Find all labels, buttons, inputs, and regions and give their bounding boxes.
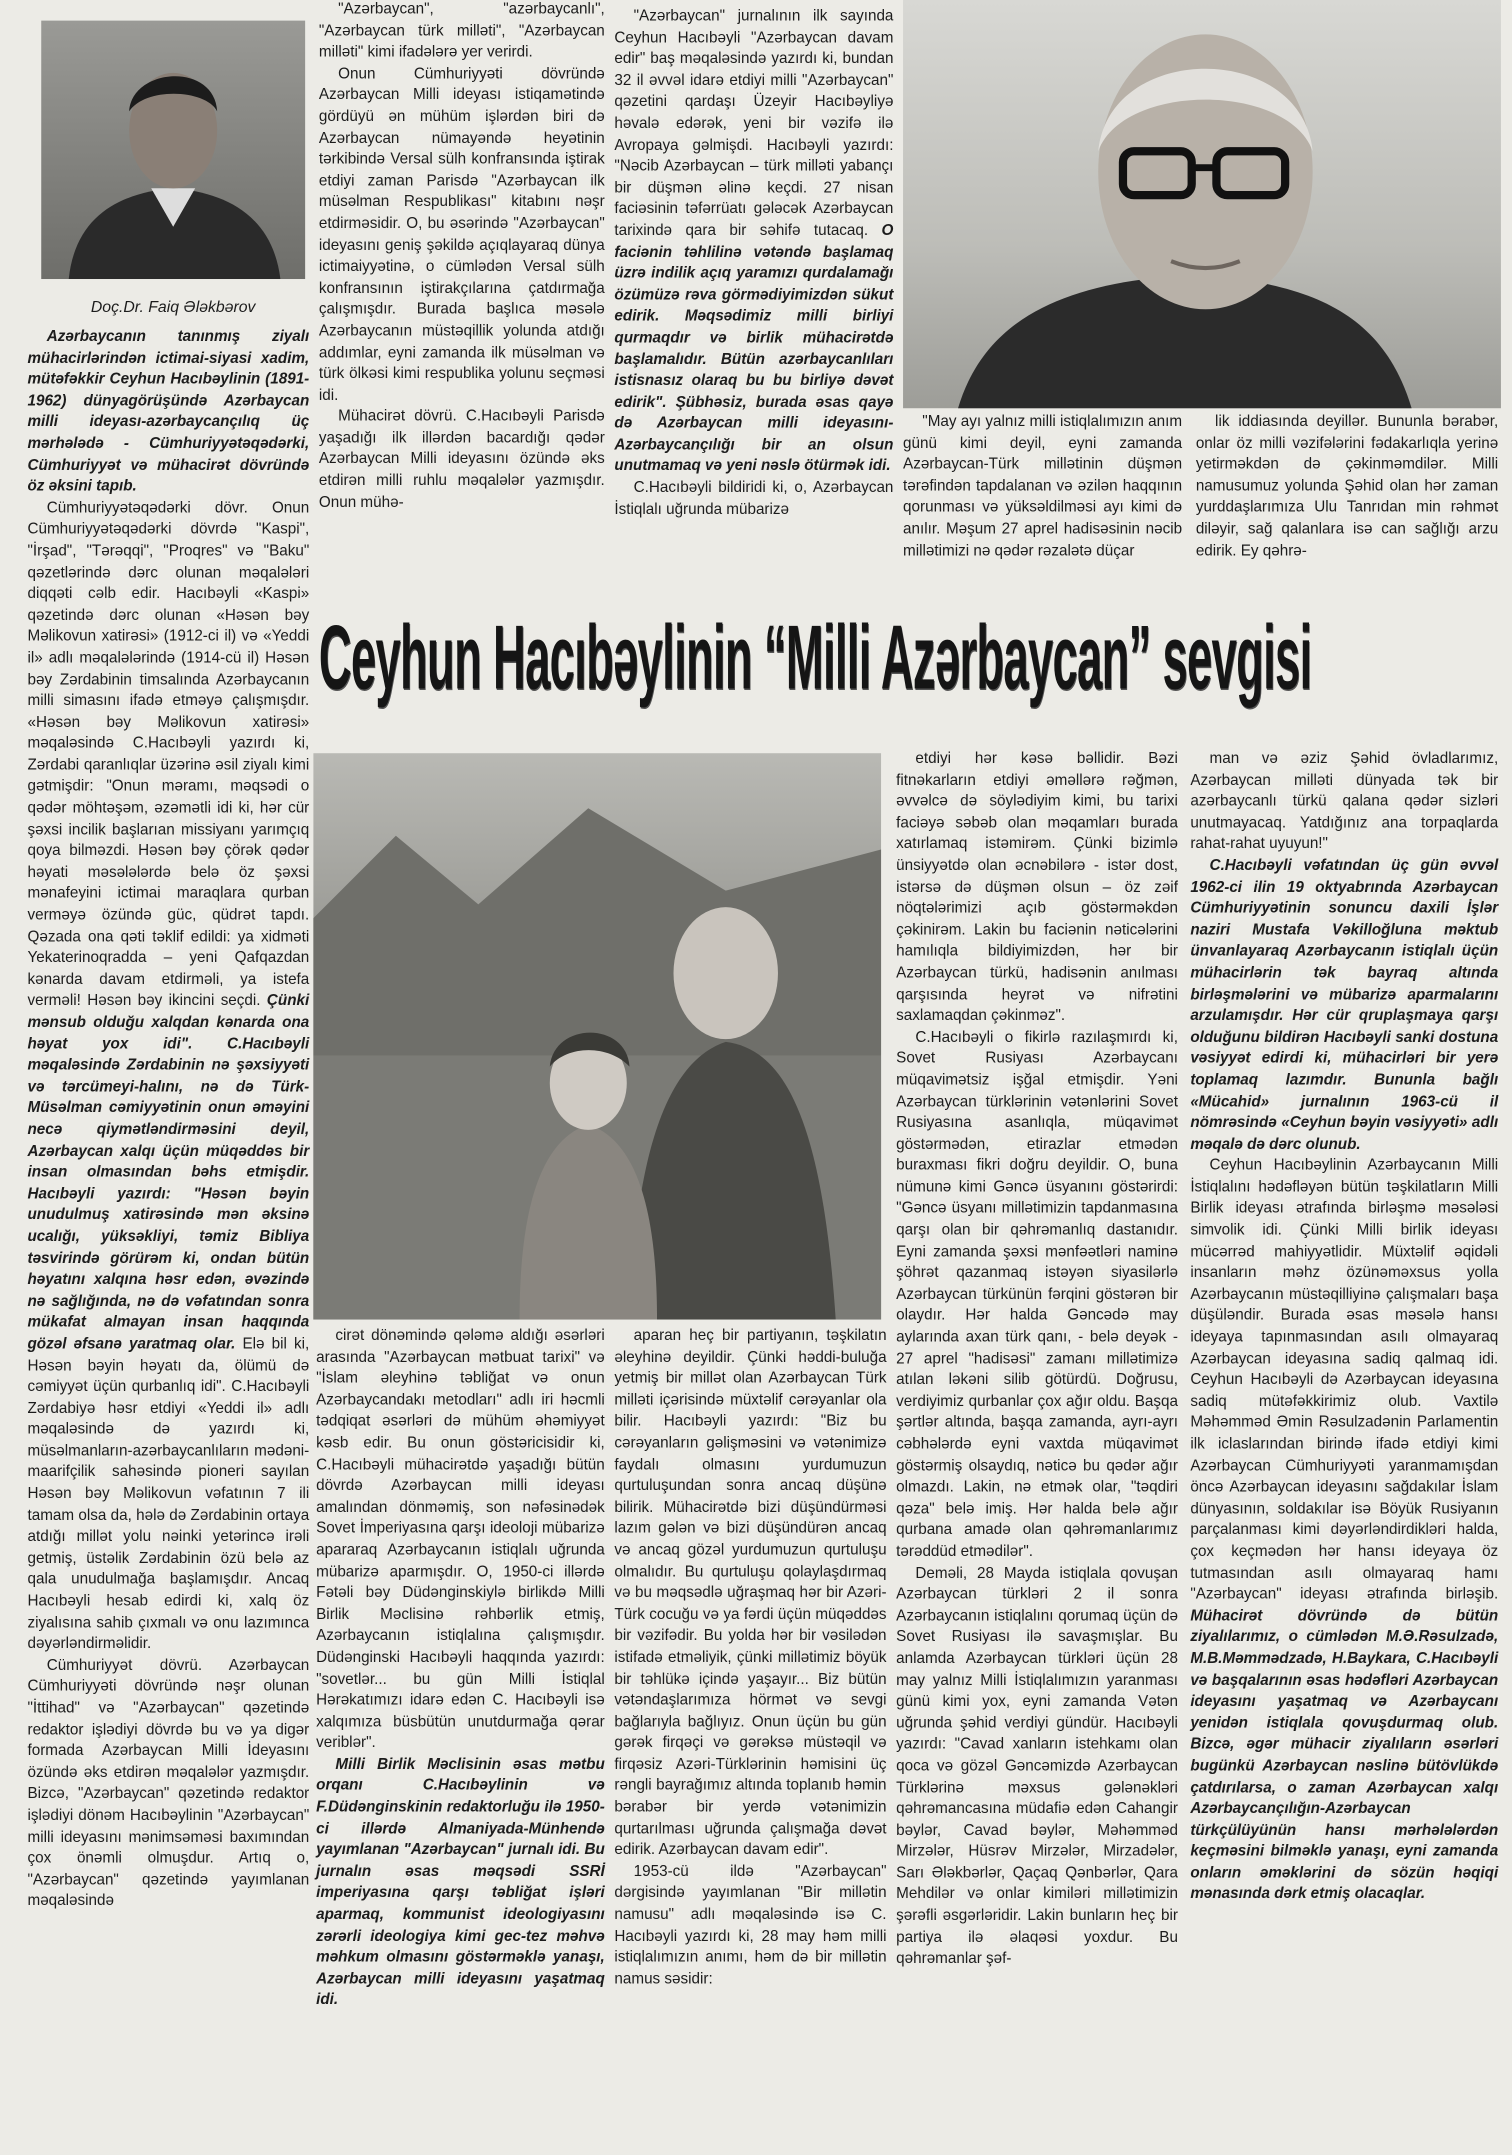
emphasized-text: Mühacirət dövründə də bütün ziyalılarımız, o cümlədən M.Ə.Rəsulzadə, M.B.Məmmədzadə, H.Baykara, C.Hacıbəyli və başqalarının əsas hədəfləri Azərbaycan ideyasını yaşatmaq və Azərbaycanı yenidən istiqlala qovuşdurmaq olub. Bizcə, əgər mühacir ziyalıların əsərləri bugünkü Azərbaycan nəslinə bütövlükdə çatdırılarsa, o zaman Azərbaycan xalqı Azərbaycançılığın-Azərbaycan türkçülüyünün hansı mərhələlərdən keçməsini bilməklə yanaşı, eyni zamanda onların əməklərini də sözün həqiqi mənasında dərk etmiş olacaqlar. xyxy=(1190,1607,1499,1903)
body-text: etdiyi hər kəsə bəllidir. Bəzi fitnəkarların etdiyi əməllərə rəğmən, əvvəlcə də söylədiyim kimi, bu tarixi faciəyə səbəb olan məqamları burada xatırlamaq istəmirəm. Çünki bizimlə ünsiyyətdə olan əcnəbilərə - istər dost, istərsə də düşmən olsun – öz zəif nöqtələrimizi açıb göstərməkdən çəkinirəm. Lakin bu faciənin nəticələrini hamılıqla bildiyimizdən, hər bir Azərbaycan türkü, hadisənin anılması qarşısında heyrət və nifrətini saxlamaqdan çəkinməz". xyxy=(896,750,1178,1025)
article-column-1 xyxy=(27,327,309,2148)
family-photo xyxy=(313,753,881,1319)
paragraph xyxy=(614,478,893,521)
body-text: C.Hacıbəyli o fikirlə razılaşmırdı ki, Sovet Rusiyası Azərbaycanı müqavimətsiz işğal etmişdir. Yəni Azərbaycan türklərinin vətənlərini Sovet Rusiyasına asanlıqla, müqavimət göstərmədən, etirazlar etmədən buraxması fikri doğru deyildir. O, buna nümunə kimi Gəncə üsyanını göstərirdi: "Gəncə üsyanı millətimizin tapdanmasına qarşı olan bir qəhrəmanlıq dastanıdır. Eyni zamanda şəxsi mənfəətləri naminə şöhrət qazanmaq istəyən siyasilərlə Azərbaycan türkünün fərqini göstərən bir olaydır. Hər halda Gəncədə may aylarında axan türk qanı, - belə deyək - 27 aprel "hadisəsi" zamanı millətimizə atılan ləkəni silib götürdü. Doğrusu, verdiyimiz qurbanlar çox ağır oldu. Başqa şərtlər altında, başqa zamanda, ayrı-ayrı cəbhələrdə eyni vaxtda müqavimət göstərmiş olsaydıq, nəticə bu qədər ağır olmazdı. Lakin, nə etmək olar, "təqdiri qəza" belə imiş. Hər halda belə ağır qurbana amadə olan qəhrəmanlarımız tərəddüd etmədilər". xyxy=(896,1029,1178,1561)
paragraph xyxy=(614,7,893,479)
article-column-3 xyxy=(614,7,894,518)
paragraph xyxy=(903,412,1182,562)
article-column-2 xyxy=(318,0,605,511)
body-text: Onun Cümhuriyyəti dövründə Azərbaycan Milli ideyası istiqamətində gördüyü ən mühüm işlərdən biri də Azərbaycan nümayəndə heyətinin tərkibində Versal sülh konfransında iştirak etdiyi zaman Parisdə "Azərbaycan ilk müsəlman Respublikası" kitabını nəşr etdirməsidir. O, bu əsərində "Azərbaycan" ideyasını geniş şəkildə açıqlayaraq dünya ictimaiyyətinə, o cümlədən Versal sülh konfransının iştirakçılarına çatdırmağa çalışmışdır. Burada başlıca məsələ Azərbaycanın müstəqillik yolunda atdığı addımlar, eyni zamanda ilk müsəlman və türk ölkəsi kimi respublika yolunu seçməsi idi. xyxy=(318,65,605,404)
author-photo xyxy=(41,21,305,279)
paragraph xyxy=(316,1326,605,1755)
body-text: "May ayı yalnız milli istiqlalımızın anım günü kimi deyil, eyni zamanda Azərbaycan-Türk millətinin düşmən tərəfindən tapdalanan və əzilən haqqının qorunması və yüksəldilməsi ayı kimi də anılır. Məşum 27 aprel hadisəsinin nəcib millətimizi nə qədər rəzalətə düçar xyxy=(903,413,1183,559)
paragraph xyxy=(896,1028,1178,1564)
paragraph xyxy=(614,1862,886,1991)
paragraph xyxy=(896,749,1178,1028)
paragraph xyxy=(896,1564,1178,1971)
paragraph xyxy=(1190,856,1498,1156)
paragraph xyxy=(1190,749,1498,856)
paragraph xyxy=(1196,412,1498,562)
article-column-9 xyxy=(1190,749,1498,2148)
emphasized-text: Azərbaycanın tanınmış ziyalı mühacirlərindən ictimai-siyasi xadim, mütəfəkkir Ceyhun Hacıbəylinin (1891-1962) dünyagörüşündə Azərbaycan milli ideyası-azərbaycançılıq üç mərhələdə - Cümhuriyyətəqədərki, Cümhuriyyət və mühacirət dövründə öz əksini tapıb. xyxy=(27,328,310,496)
body-text: Elə bil ki, Həsən bəyin həyatı da, ölümü də cəmiyyət üçün qurbanlıq idi". C.Hacıbəyli Zərdabiyə həsr etdiyi «Yeddi il» adlı məqaləsində də yazırdı ki, müsəlmanların-azərbaycanlıların mədəni-maarifçilik sahəsində pioneri sayılan Həsən bəy Məlikovun vəfatının 7 ili tamam olsa da, hələ də Zərdabinin ortaya atdığı millət yolu nəinki yetərincə irəli getmiş, üstəlik Zərdabinin özü belə az qala unudulmağa başlamışdır. Ancaq Hacıbəyli hesab edirdi ki, xalq öz ziyalısına sahib çıxmalı və onu lazımınca dəyərləndirməlidir. xyxy=(27,1335,310,1653)
author-portrait-image xyxy=(41,21,305,279)
body-text: C.Hacıbəyli bildiridi ki, o, Azərbaycan İstiqlalı uğrunda mübarizə xyxy=(614,479,894,518)
emphasized-text: Çünki mənsub olduğu xalqdan kənarda ona həyat yox idi". C.Hacıbəyli məqaləsində Zərdabinin nə şəxsiyyəti və tərcümeyi-halını, nə də Türk-Müsəlman cəmiyyətinin onun əməyini necə qiymətləndirməsini deyil, Azərbaycan xalqı üçün müqəddəs bir insan olmasından bəhs etmişdir. Hacıbəyli yazırdı: "Həsən bəyin unudulmuş xatirəsində mən əksinə ucalığı, yüksəkliyi, təmiz Bibliya təsvirində görürəm ki, ondan bütün həyatını xalqına həsr edən, əvəzində nə sağlığında, nə də vəfatından sonra mükafat almayan insan haqqında gözəl əfsanə yaratmaq olar. xyxy=(27,992,310,1353)
paragraph xyxy=(1190,1156,1498,1906)
emphasized-text: C.Hacıbəyli vəfatından üç gün əvvəl 1962-ci ilin 19 oktyabrında Azərbaycan Cümhuriyyətinin sonuncu daxili İşlər naziri Mustafa Vəkilloğluna məktub ünvanlayaraq Azərbaycanın istiqlalı üçün mühacirlərin tək bayraq altında birləşmələrini və mübarizə aparmalarını arzulamışdır. Hər cür qruplaşmaya qarşı olduğunu bildirən Hacıbəyli sanki dostuna vəsiyyət edirdi ki, mühacirləri bir yerə toplamaq lazımdır. Bununla bağlı «Mücahid» jurnalının 1963-cü il nömrəsində «Ceyhun bəyin vəsiyyəti» adlı məqalə də dərc olunub. xyxy=(1190,857,1499,1153)
paragraph xyxy=(319,0,605,64)
article-headline: Ceyhun Hacıbəylinin “Milli Azərbaycan” sevgisi xyxy=(318,606,1312,708)
body-text: Cümhuriyyət dövrü. Azərbaycan Cümhuriyyəti dövründə nəşr olunan "İttihad" və "Azərbaycan" qəzetində redaktor işlədiyi dövrdə bu və ya digər formada Azərbaycan Milli İdeyasını özündə əks etdirən məqalələr yazmışdır. Bizcə, "Azərbaycan" qəzetində redaktor işlədiyi dönəm Hacıbəylinin "Azərbaycan" milli ideyasını mənimsəməsi baxımından çox önəmli olmuşdur. Artıq o, "Azərbaycan" qəzetində yayımlanan məqaləsində xyxy=(27,1657,310,1910)
body-text: cirət dönəmində qələmə aldığı əsərləri arasında "Azərbaycan mətbuat tarixi" və "İslam əleyhinə təbliğat və onun Azərbaycandakı metodları" adlı iri həcmli tədqiqat əsərləri də mühüm əhəmiyyət kəsb edir. Bu onun göstəricisidir ki, C.Hacıbəyli mühacirətdə yaşadığı bütün dövrdə Azərbaycan milli ideyası amalından dönməmiş, son nəfəsinədək Sovet İmperiyasına qarşı ideoloji mübarizə apararaq Azərbaycanın istiqlalı uğrunda mübarizə aparmışdır. O, 1950-ci illərdə Fətəli bəy Düdənginskiylə birlikdə Milli Birlik Məclisinə rəhbərlik etmiş, Azərbaycanın istiqlalına çalışmışdır. Düdənginski Hacıbəyli haqqında yazırdı: "sovetlər... bu gün Milli İstiqlal Hərəkatımızı idarə edən C. Hacıbəyli isə xalqımıza büsbütün unutdurmağa qərar veriblər". xyxy=(316,1327,605,1752)
paragraph xyxy=(27,1656,309,1913)
article-column-6 xyxy=(316,1326,605,2148)
paragraph xyxy=(27,327,309,498)
body-text: "Azərbaycan", "azərbaycanlı", "Azərbaycan türk milləti", "Azərbaycan milləti" kimi ifadələrə yer verirdi. xyxy=(318,1,605,61)
author-caption: Doç.Dr. Faiq Ələkbərov xyxy=(90,299,256,317)
body-text: Cümhuriyyətəqədərki dövr. Onun Cümhuriyyətəqədərki dövrdə "Kaspi", "İrşad", "Tərəqqi", "Proqres" və "Baku" qəzetlərində dərc olunan məqalələri diqqəti cəlb edir. Hacıbəyli «Kaspi» qəzetində dərc olunan «Həsən bəy Məlikovun xatirəsi» (1912-ci il) və «Yeddi il» adlı məqalələrində (1914-cü il) Həsən bəy Zərdabinin timsalında Azərbaycanın milli simasını ifadə etməyə çalışmışdır. «Həsən bəy Məlikovun xatirəsi» məqaləsində C.Hacıbəyli yazırdı ki, Zərdabi qaranlıqlar üzərinə əsil ziyalı kimi gətmişdir: "Onun məramı, məqsədi o qədər möhtəşəm, əzəmətli idi ki, hər cür şəxsi incilik başlarıan missiyanı yarımçıq qoya bilməzdi. Həsən bəy çörək qədər həyati məsələlərdə belə öz şəxsi mənafeyini ictimai maraqlara qurban verməyə özündə güc, qüdrət tapdı. Qəzada ona qəti təklif edildi: ya xidməti Yekaterinoqradda – yeni Qafqazdan kənarda davam etdirməli, ya istefa verməli! Həsən bəy ikincini seçdi. xyxy=(27,499,310,1010)
body-text: 1953-cü ildə "Azərbaycan" dərgisində yayımlanan "Bir millətin namusu" adlı məqaləsində isə C. Hacıbəyli yazırdı ki, 28 may həm milli istiqlalımızın anımı, həm də bir millətin namus səsidir: xyxy=(614,1863,887,1988)
paragraph xyxy=(319,407,605,514)
paragraph xyxy=(316,1755,605,2012)
body-text: aparan heç bir partiyanın, təşkilatın əleyhinə deyildir. Çünki həddi-buluğa yetmiş bir millət olan Azərbaycan Türk milləti içərisində müxtəlif cərəyanlar ola bilir. Hacıbəyli yazırdı: "Biz bu cərəyanların gəlişməsini və vətənimizə faydalı olmasını yurdumuzun qurtuluşundan sonra ancaq düşünə bilirik. Mühacirətdə bizi düşündürməsi lazım gələn və bizi düşündürən ancaq və ancaq gözəl yurdumuzun qurtuluşu olmalıdır. Bu qurtuluşu qolaylaşdırmaq və bu məqsədlə uğraşmaq hər bir Azəri-Türk cocuğu və ya fərdi üçün müqəddəs bir vəzifədir. Bu yolda hər bir vəsilədən istifadə etməliyik, çünki millətimiz böyük bir təhlükə içində yaşayır... Biz bütün vətəndaşlarımıza hörmət və sevgi bağlarıyla bağlıyız. Onun üçün bu gün gərək firqəçi və gərəksə müstəqil və firqəsiz Azəri-Türklərinin həmisini üç rəngli bayrağımız altında toplanıb həmin bərabər bir yerdə vətənimizin qurtarılması uğrunda çalışmağa dəvət edirik. Azərbaycan davam edir". xyxy=(614,1327,887,1859)
article-column-5 xyxy=(1196,412,1498,604)
body-text: Deməli, 28 Mayda istiqlala qovuşan Azərbaycan türkləri 2 il sonra Azərbaycanın istiqlalını qorumaq üçün də Sovet Rusiyası ilə savaşmışlar. Bu anlamda Azərbaycan türkləri üçün 28 may yalnız Milli İstiqlalımızın yaranması günü kimi yox, eyni zamanda Vətən uğrunda şəhid verdiyi gündür. Hacıbəyli yazırdı: "Cavad xanların istehkamı olan qoca və gözəl Gəncəmizdə Azərbaycan Türklərinə məxsus gələnəkləri qəhrəmancasına müdafiə edən Cahangir bəylər, Cavad bəylər, Məhəmməd Mirzələr, Hüsrəv Mirzələr, Mirzadələr, Sarı Ələkbərlər, Qaçaq Qənbərlər, Qara Mehdilər və onlar kimiləri millətimizin şərəfli əsgərləridir. Lakin bunların heç bir partiya ilə əlaqəsi yoxdur. Bu qəhrəmanlar şəf- xyxy=(896,1564,1178,1968)
body-text: man və əziz Şəhid övladlarımız, Azərbaycan milləti dünyada tək bir azərbaycanlı türkü qalana qədər sizləri unutmayacaq. Yatdığınız ana torpaqlarda rahat-rahat uyuyun!" xyxy=(1190,750,1499,853)
emphasized-text: O faciənin təhlilinə vətəndə başlamaq üzrə indilik açıq yaramızı qurdalamağı özümüzə rəva görmədiyimizdən sükut edirik. Məqsədimiz milli birliyi qurmaqdır və birlik mühacirətdə başlamalıdır. Bütün azərbaycanlıları istisnasız olaraq bu bu birliyə dəvət edirik". Şübhəsiz, burada əsas qayə də Azərbaycan milli ideyasını-Azərbaycançılığı bir an olsun unutmamaq və yeni nəslə ötürmək idi. xyxy=(614,222,894,475)
paragraph xyxy=(614,1326,886,1862)
paragraph xyxy=(27,499,309,1656)
paragraph xyxy=(319,64,605,407)
portrait-photo xyxy=(903,0,1501,408)
man-with-child-image xyxy=(313,753,881,1319)
article-column-4 xyxy=(903,412,1182,604)
elderly-man-portrait-image xyxy=(903,0,1501,408)
body-text: Mühacirət dövrü. C.Hacıbəyli Parisdə yaşadığı ilk illərdən bacardığı qədər Azərbaycan Milli ideyasını özündə əks etdirən milli ruhlu məqalələr yazmışdır. Onun mühə- xyxy=(318,408,605,511)
body-text: "Azərbaycan" jurnalının ilk sayında Ceyhun Hacıbəyli "Azərbaycan davam edir" baş məqaləsində yazırdı ki, bundan 32 il əvvəl idarə etdiyi milli "Azərbaycan" qəzetini qardaşı Üzeyir Hacıbəyliyə həvalə edərək, yeni bir vəzifə ilə Avropaya gəlmişdi. Hacıbəyli yazırdı: "Nəcib Azərbaycan – türk milləti yabançı bir düşmən əlinə keçdi. 27 nisan faciəsinin təfərrüatı gələcək Azərbaycan tarixində qara bir səhifə tutacaq. xyxy=(614,8,894,240)
body-text: lik iddiasında deyillər. Bununla bərabər, onlar öz milli vəzifələrini fədakarlıqla yerinə yetirməkdən də çəkinməmdilər. Milli namusumuz yolunda Şəhid olan hər zaman yurddaşlarımıza Ulu Tanrıdan min rəhmət diləyir, sağ qalanlara isə can sağlığı arzu edirik. Ey qəhrə- xyxy=(1195,413,1499,559)
emphasized-text: Milli Birlik Məclisinin əsas mətbu orqanı C.Hacıbəylinin və F.Düdənginskinin redaktorluğu ilə 1950-ci illərdə Almaniyada-Münhendə yayımlanan "Azərbaycan" jurnalı idi. Bu jurnalın əsas məqsədi SSRİ imperiyasına qarşı təbliğat işləri aparmaq, kommunist ideologiyasını zərərli ideologiya kimi gec-tez məhvə məhkum olmasını göstərməklə yanaşı, Azərbaycan milli ideyasını yaşatmaq idi. xyxy=(316,1756,605,2009)
body-text: Ceyhun Hacıbəylinin Azərbaycanın Milli İstiqlalını hədəfləyən bütün təşkilatların Milli Birlik ideyası ətrafında birləşmə məsələsi simvolik idi. Çünki Milli birlik ideyası mücərrəd mahiyyətlidir. Müxtəlif əqidəli insanların məhz özünəməxsus yolla Azərbaycanın müstəqilliyinə çalışmaları başa düşüləndir. Burada əsas məsələ hansı ideyaya tapınmasından asılı olmayaraq Azərbaycan ideyasına sadiq qalmaq idi. Ceyhun Hacıbəyli də Azərbaycan ideyasına sadiq mütəfəkkirimiz olub. Vaxtilə Məhəmməd Əmin Rəsulzadənin Parlamentin ilk iclaslarından birində ifadə etdiyi kimi Azərbaycan Cümhuriyyəti yaranmamışdan öncə Azərbaycan ideyasını sağdakılar İslam dünyasının, soldakılar isə Böyük Rusiyanın parçalanması kimi dəyərləndirdikləri halda, çox keçmədən hər hansı ideyaya öz tutmasından asılı olmayaraq hamı "Azərbaycan" ideyası ətrafında birləşib. xyxy=(1190,1157,1499,1603)
article-column-7 xyxy=(614,1326,886,2148)
article-column-8 xyxy=(896,749,1178,2148)
